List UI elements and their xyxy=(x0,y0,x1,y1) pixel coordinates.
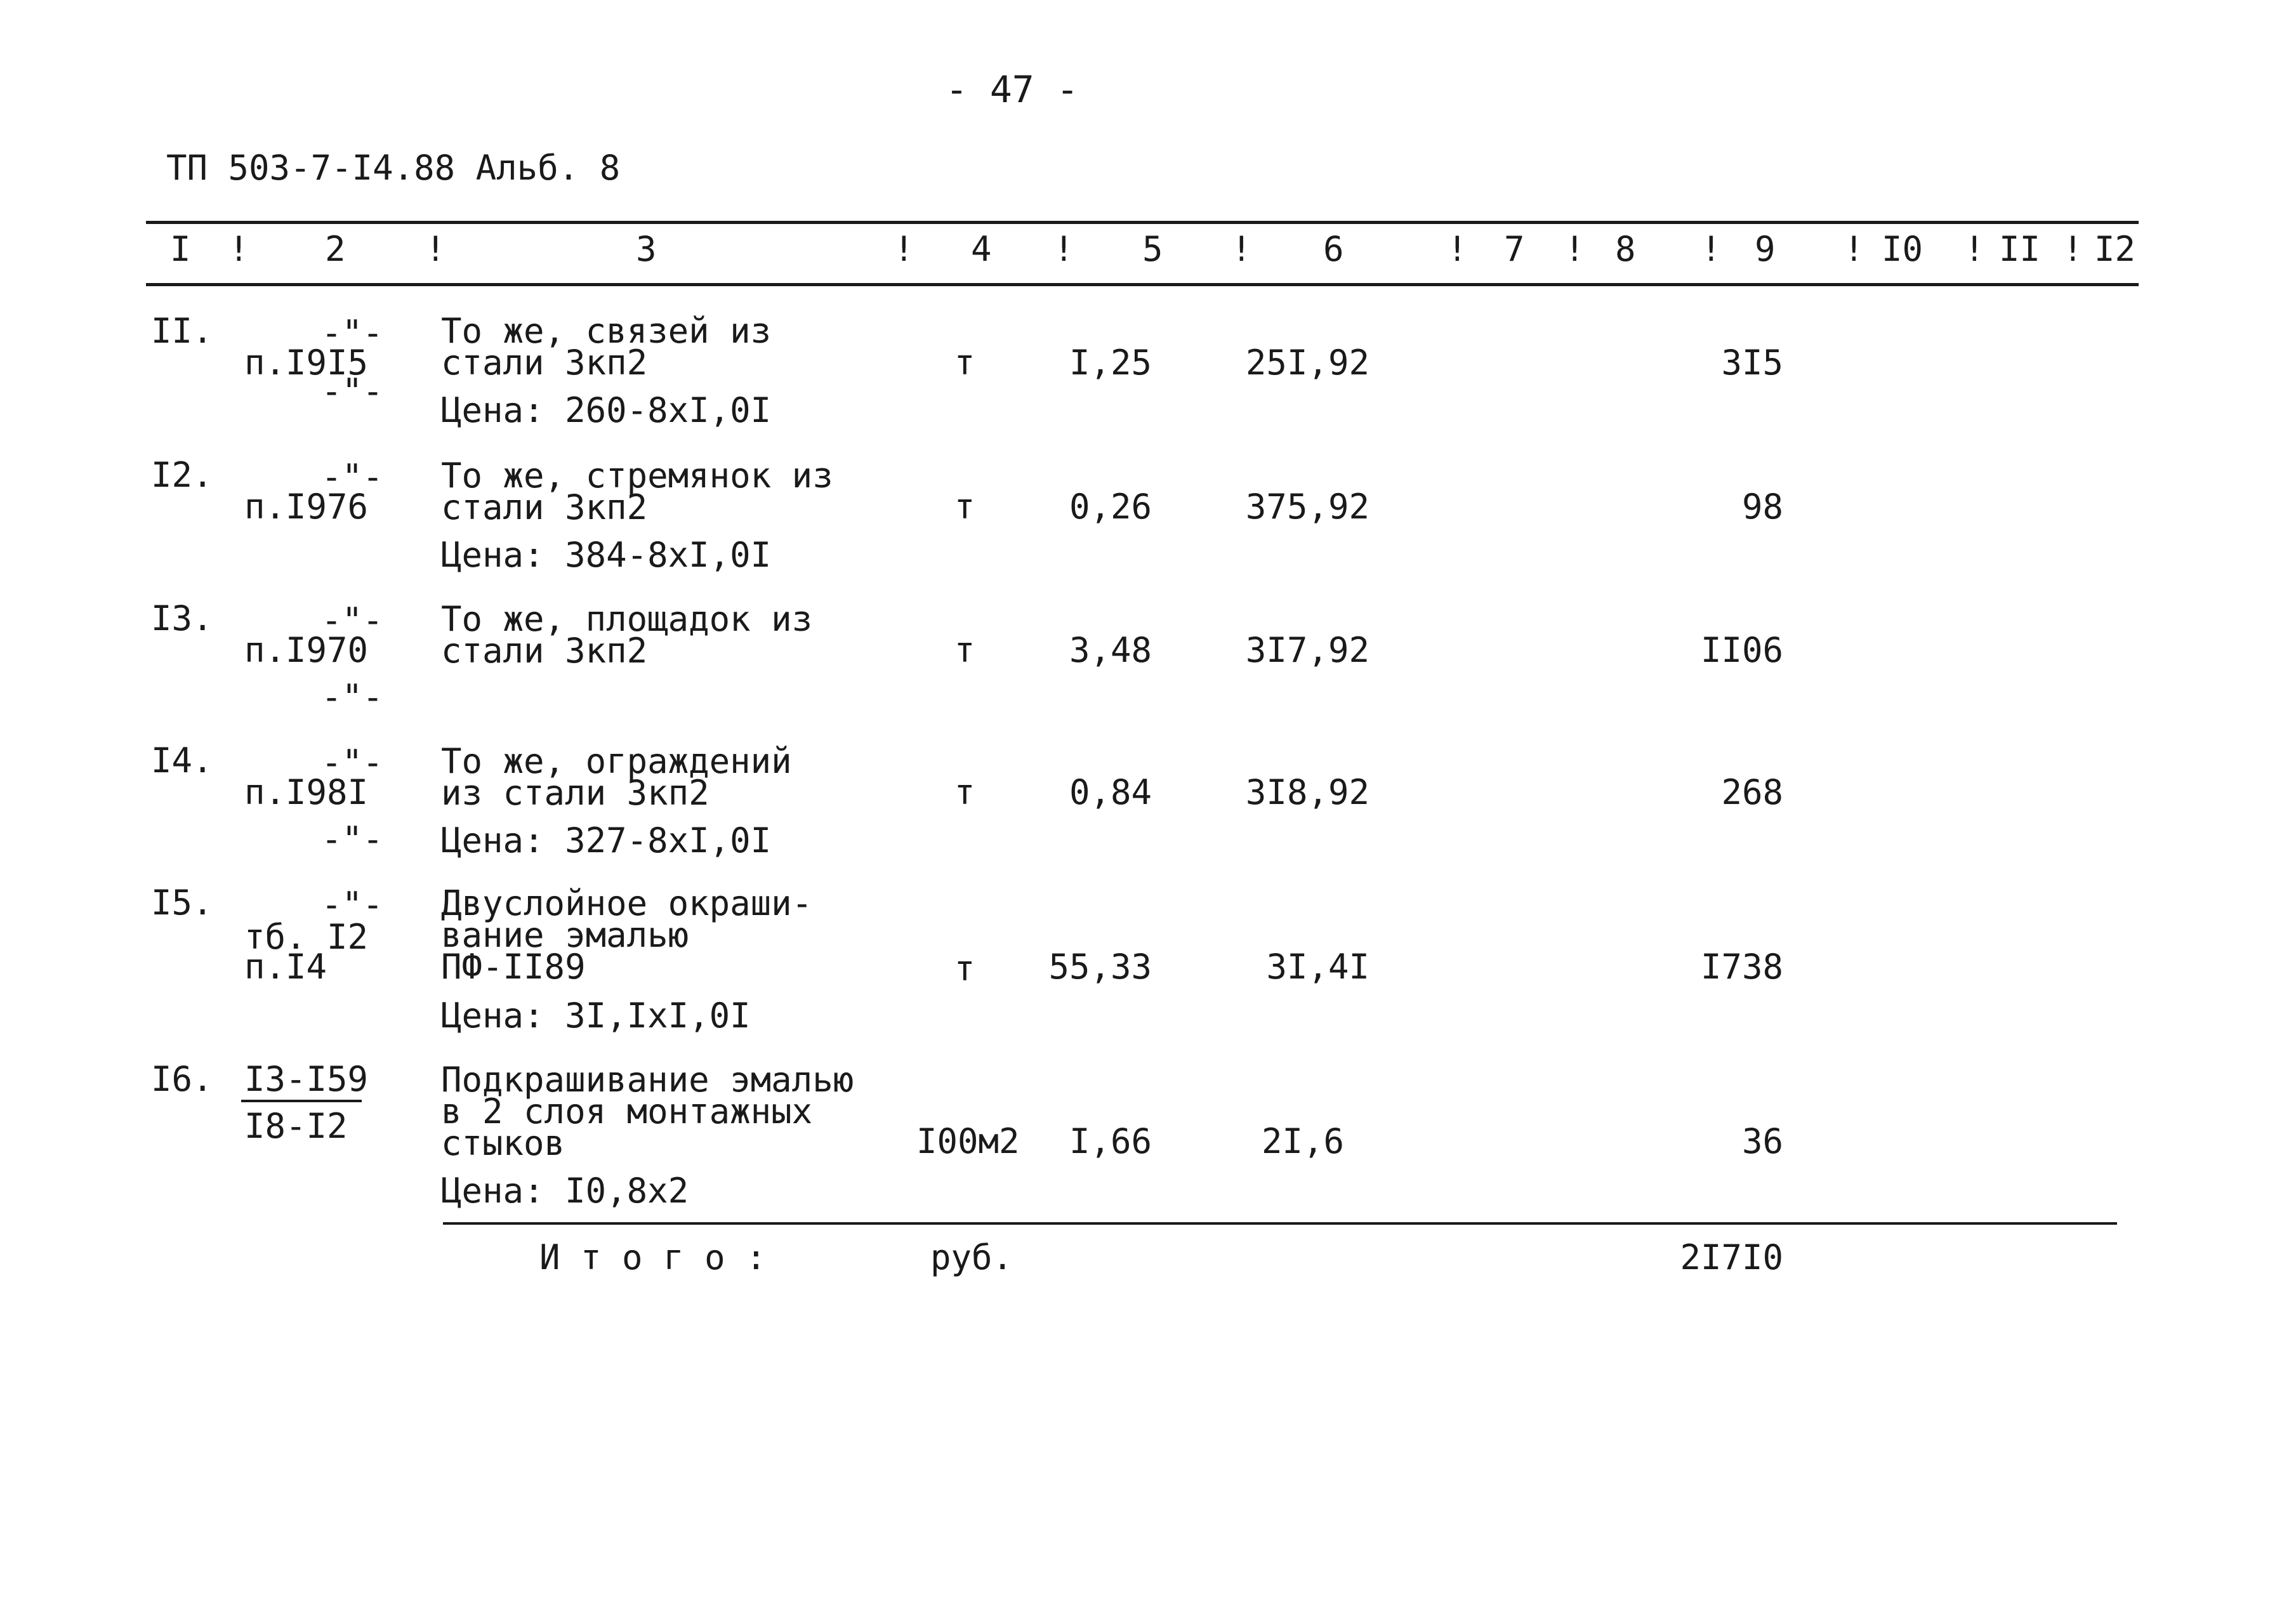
row-description: То же, площадок из стали 3кп2 xyxy=(441,599,813,671)
row-ref-line: п.I976 xyxy=(244,487,369,527)
document-code: ТП 503-7-I4.88 Альб. 8 xyxy=(166,148,621,188)
header-sep: ! xyxy=(1701,229,1722,269)
row-ref-line: -"- xyxy=(321,742,383,782)
row-description: Двуслойное окраши- вание эмалью ПФ-II89 xyxy=(441,883,813,987)
row-unit: т xyxy=(954,487,975,527)
row-price: Цена: 260-8хI,0I xyxy=(441,390,772,430)
row-total: II06 xyxy=(1700,630,1783,670)
row-number: I6. xyxy=(151,1059,213,1099)
header-col-3: 3 xyxy=(636,229,657,269)
row-description: Подкрашивание эмалью в 2 слоя монтажных стыков xyxy=(441,1060,854,1163)
row-number: I5. xyxy=(151,883,213,923)
row-ref-line: п.I4 xyxy=(244,947,327,987)
row-quantity: I,66 xyxy=(1069,1121,1152,1161)
header-col-12: I2 xyxy=(2094,229,2136,269)
header-col-11: II xyxy=(1999,229,2041,269)
row-quantity: I,25 xyxy=(1069,343,1152,383)
row-total: 36 xyxy=(1741,1121,1783,1161)
row-unit: т xyxy=(954,630,975,670)
header-sep: ! xyxy=(1447,229,1468,269)
row-ref-line: -"- xyxy=(321,885,383,925)
header-sep: ! xyxy=(894,229,914,269)
header-col-7: 7 xyxy=(1504,229,1525,269)
row-unit: т xyxy=(954,772,975,812)
header-sep: ! xyxy=(425,229,446,269)
row-number: I4. xyxy=(151,741,213,781)
row-quantity: 3,48 xyxy=(1069,630,1152,670)
row-rate: 375,92 xyxy=(1245,487,1369,527)
row-unit: т xyxy=(954,949,975,989)
row-unit: I00м2 xyxy=(916,1121,1020,1161)
header-sep: ! xyxy=(1964,229,1985,269)
row-description: То же, стремянок из стали 3кп2 xyxy=(441,456,833,527)
row-description: То же, ограждений из стали 3кп2 xyxy=(441,741,792,813)
header-sep: ! xyxy=(1053,229,1074,269)
row-rate: 2I,6 xyxy=(1261,1121,1344,1161)
row-rate: 3I7,92 xyxy=(1245,630,1369,670)
header-col-5: 5 xyxy=(1142,229,1163,269)
row-price: Цена: 384-8хI,0I xyxy=(441,535,772,575)
header-top-rule xyxy=(146,221,2139,224)
row-ref-line: п.I9I5 xyxy=(244,343,369,383)
row-description: То же, связей из стали 3кп2 xyxy=(441,311,772,383)
row-ref-line: -"- xyxy=(321,457,383,497)
header-sep: ! xyxy=(1564,229,1585,269)
fraction-bar xyxy=(241,1100,362,1102)
header-col-10: I0 xyxy=(1882,229,1923,269)
row-price: Цена: 3I,IхI,0I xyxy=(441,996,751,1036)
grand-total: 2I7I0 xyxy=(1680,1237,1783,1277)
row-ref-line: -"- xyxy=(321,371,383,411)
header-col-1: I xyxy=(170,229,191,269)
row-quantity: 55,33 xyxy=(1048,947,1152,987)
row-price: Цена: 327-8хI,0I xyxy=(441,820,772,860)
row-number: I3. xyxy=(151,598,213,638)
row-ref-line: -"- xyxy=(321,677,383,717)
row-unit: т xyxy=(954,343,975,383)
row-rate: 3I8,92 xyxy=(1245,772,1369,812)
row-number: I2. xyxy=(151,455,213,495)
row-ref-line: тб. I2 xyxy=(244,917,369,957)
row-quantity: 0,26 xyxy=(1069,487,1152,527)
header-sep: ! xyxy=(2062,229,2083,269)
row-rate: 25I,92 xyxy=(1245,343,1369,383)
row-price: Цена: I0,8х2 xyxy=(441,1171,689,1211)
header-sep: ! xyxy=(228,229,249,269)
header-col-8: 8 xyxy=(1615,229,1636,269)
header-bottom-rule xyxy=(146,283,2139,286)
row-ref-fraction-top: I3-I59 xyxy=(244,1059,369,1099)
total-unit: руб. xyxy=(930,1237,1013,1277)
total-rule xyxy=(443,1222,2117,1225)
row-ref-fraction-bottom: I8-I2 xyxy=(244,1106,348,1146)
row-number: II. xyxy=(151,311,213,351)
header-col-6: 6 xyxy=(1323,229,1344,269)
row-total: 3I5 xyxy=(1721,343,1783,383)
row-ref-line: п.I98I xyxy=(244,772,369,812)
row-ref-line: -"- xyxy=(321,313,383,353)
row-ref-line: -"- xyxy=(321,600,383,640)
row-ref-line: п.I970 xyxy=(244,630,369,670)
header-col-9: 9 xyxy=(1755,229,1776,269)
row-rate: 3I,4I xyxy=(1266,947,1369,987)
header-col-4: 4 xyxy=(971,229,992,269)
row-ref-line: -"- xyxy=(321,819,383,859)
row-quantity: 0,84 xyxy=(1069,772,1152,812)
row-total: I738 xyxy=(1700,947,1783,987)
header-col-2: 2 xyxy=(325,229,346,269)
row-total: 98 xyxy=(1741,487,1783,527)
total-label: И т о г о : xyxy=(539,1237,767,1277)
row-total: 268 xyxy=(1721,772,1783,812)
header-sep: ! xyxy=(1231,229,1252,269)
header-sep: ! xyxy=(1844,229,1864,269)
page-number: - 47 - xyxy=(946,68,1079,111)
